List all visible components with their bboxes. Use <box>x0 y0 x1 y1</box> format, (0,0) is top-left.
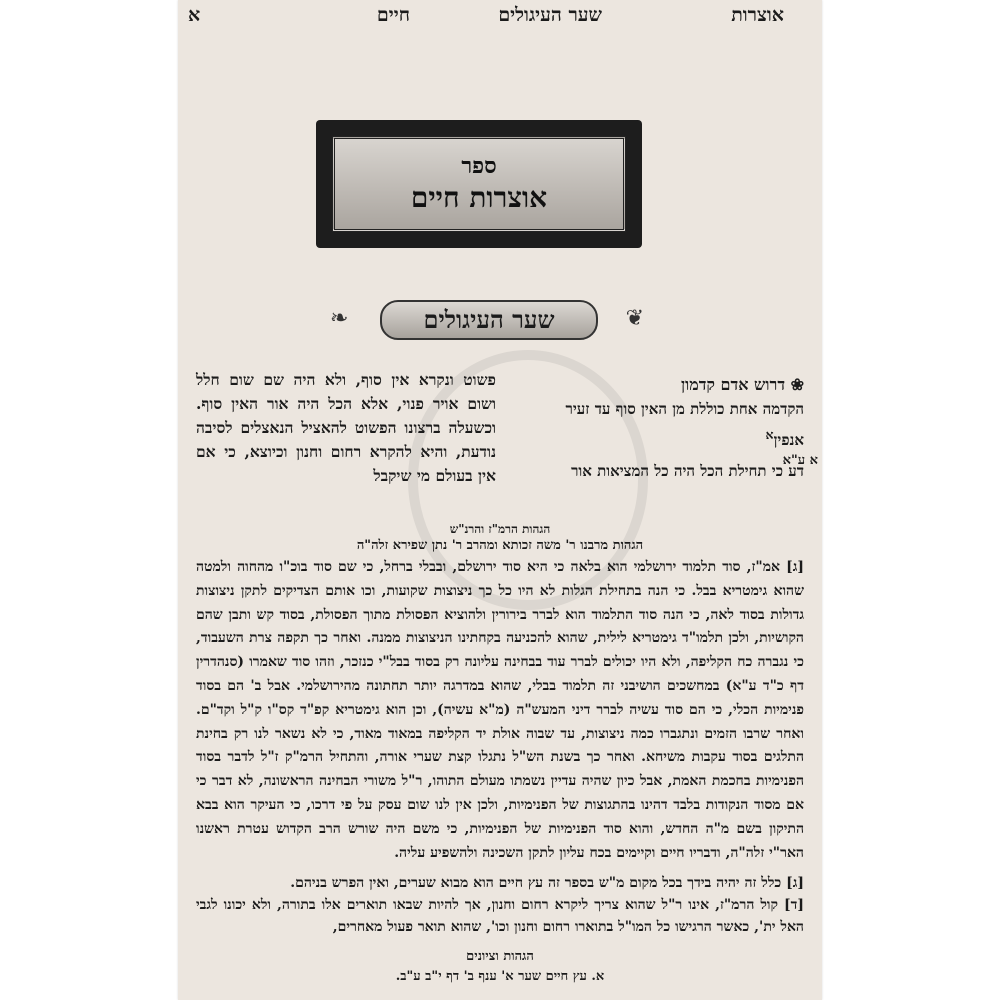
margin-folio: א ע"א <box>782 453 818 468</box>
notes-body-2 <box>196 872 804 938</box>
footnote-line: א. עץ חיים שער א' ענף ב' דף י"ב ע"ב. <box>395 969 605 984</box>
footnotes-title: הגהות וציונים <box>466 949 534 964</box>
header-page-letter: א <box>188 4 201 26</box>
left-column: פשוט ונקרא אין סוף, ולא היה שם שום חלל ושום אויר פנוי, אלא הכל היה אור האין סוף. וכשעלה ברצונו הפשוט להאציל הנאצלים לסיבה נודעת, והיא להקרא רחום וחנון וכיוצא, כי אם אין בעולם מי שיקבל <box>196 370 496 485</box>
title-line-2: אוצרות חיים <box>410 181 548 214</box>
notes-body <box>196 556 804 865</box>
fleuron-icon: ❀ <box>790 375 804 394</box>
title-plate <box>332 136 626 232</box>
intro-mark: א <box>765 427 774 442</box>
section-heading: ❀ דרוש אדם קדמון <box>681 375 804 394</box>
notes-title: הגהות הרמ"ז והרנ"ש הגהות מרבנו ר' משה זכותא ומהרב ר' נתן שפירא זלה"ה <box>356 522 644 553</box>
section-intro: הקדמה אחת כוללת מן האין סוף עד זעיר אנפין$^א$ <box>565 400 804 449</box>
right-column <box>524 372 804 484</box>
ornament-left-icon: ❧ <box>330 306 349 331</box>
running-header <box>178 4 822 30</box>
note-paragraph: [ד] קול הרמ"ז, אינו ר"ל שהוא צריך ליקרא רחום וחנון, אך להיות שבאו תוארים אלו בתורה, ולא יכונו לגבי האל ית', כאשר הרגישו כל המו"ל בתוארו רחום וחנון וכו', שהוא תואר פעול מאחרים, <box>196 897 804 935</box>
title-line-1: ספר <box>461 153 497 179</box>
title-frame <box>316 120 642 248</box>
note-paragraph: [ג] כלל זה יהיה בידך בכל מקום מ"ש בספר זה עץ חיים הוא מבוא שערים, ואין הפרש בניהם. <box>290 875 804 891</box>
book-page <box>178 0 822 1000</box>
gate-banner-label: שער העיגולים <box>380 300 598 340</box>
ornament-right-icon: ❦ <box>625 306 644 331</box>
header-gate-title: שער העיגולים <box>498 4 602 26</box>
note-paragraph: [ג] אמ"ז, סוד תלמוד ירושלמי הוא בלאה כי היא סוד ירושלם, ובבלי ברחל, כי שם סוד בוכ"ו מהחוה ולמטה שהוא גימטריא בבל. כי הנה בתחילת הגלות לא היו כל כך ניצוצות שקועות, וכו אותם הצדיקים לתקן ניצוצות גדולות בסוד לאה, כי הנה סוד התלמוד הוא לברר בירורין ולהוציא הפסולת מתוך הפסולת, בסוד קש ותבן שהם הקושיות, ולכן תלמו"ד גימטריא לילית, שהוא להכניעה בקחתינו הניצוצות ממנה. ואחר כך תקפה צרת השעבוד, כי נגברה כח הקליפה, ולא היו יכולים לברר עוד בבחינה עליונה רק בסוד בבל"י כנזכר, וזהו סוד שאמרו (סנהדרין דף כ"ד ע"א) במחשכים הושיבני זה תלמוד בבלי, שהוא במדרגה יותר תחתונה מהירושלמי. אבל ב' הם בסוד פנימיות הכלי, כי הם סוד עשיה לברר דיני המעש"ה (מ"א עשיה), וכן הוא גימטריא קפ"ד קס"ו ק"ל וקד"ם. ואחר שרבו הזמים ונתגברו כמה ניצוצות, עד שבוה אולת יד הקליפה במאוד מאוד, כי לא נשאר לנו רק בחינת התלגים בסוד עקבות משיחא. ואחר כך בשנת הש"ל נתגלו קצת שערי אורה, והתחיל הרמ"ק ז"ל לדבר בסוד הפנימיות בחכמת האמת, אבל כיון שהיה עדיין נשמתו מעולם התוהו, ר"ל משורי הבחינה הראשונה, לא דבר כי אם מסוד הנקודות בלבד דהינו בהתגוצות של הפנימיות, ולכן אין לנו שום עסק על פי דרכו, כי העיקר הוא בבא התיקון בשם מ"ה החדש, והוא סוד הפנימיות של הפנימיות, כי משם היה שורש הרב הקדוש עטרת ראשנו האר"י זלה"ה, ודבריו חיים וקיימים בכח עליון לתקן השכינה ולהשפיע עליה. <box>196 559 804 861</box>
first-line: דע כי תחילת הכל היה כל המציאות אור <box>571 462 804 480</box>
gate-banner <box>324 296 650 342</box>
header-book-title-2: חיים <box>376 4 410 26</box>
header-book-title: אוצרות <box>731 4 784 26</box>
